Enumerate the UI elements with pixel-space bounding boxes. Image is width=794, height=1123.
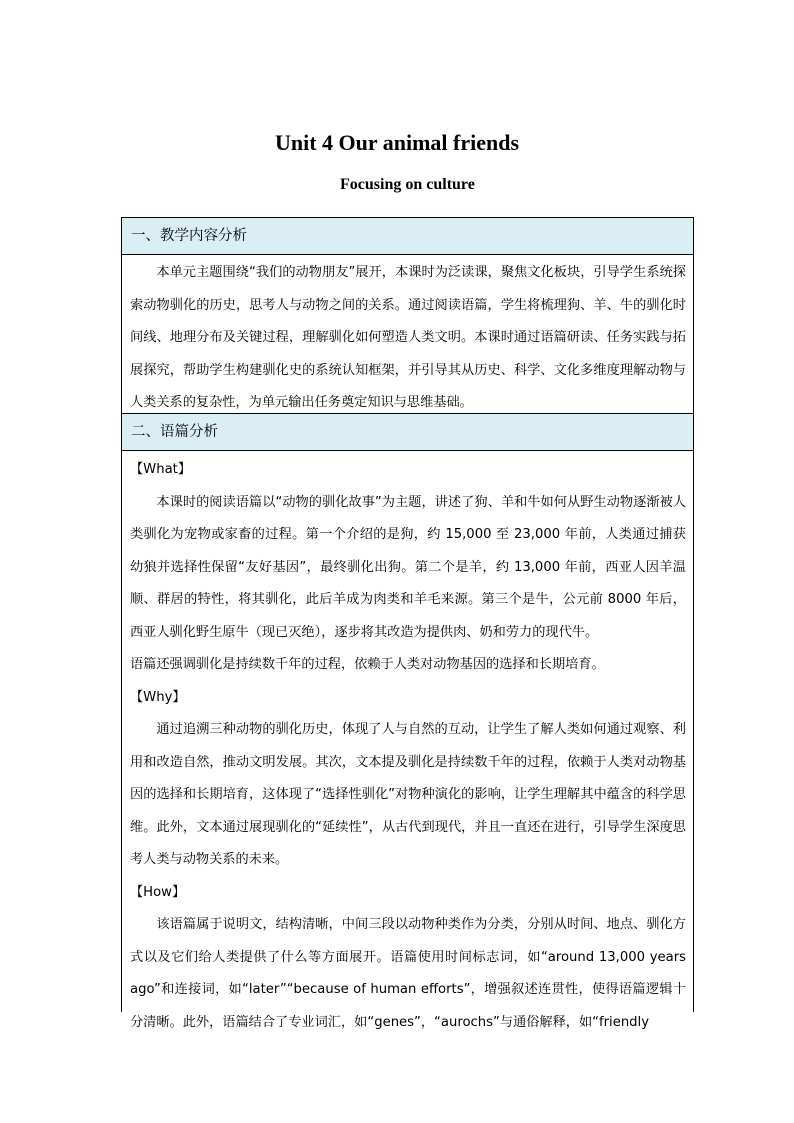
how-label: 【How】 — [130, 884, 186, 900]
what-label: 【What】 — [130, 462, 192, 477]
text-analysis-cell — [122, 451, 693, 1039]
document-subtitle: Focusing on culture — [340, 176, 475, 193]
section-heading-content-analysis: 一、教学内容分析 — [122, 218, 693, 255]
why-label: 【Why】 — [130, 689, 186, 705]
what-paragraph-continued: 语篇还强调驯化是持续数千年的过程，依赖于人类对动物基因的选择和长期培育。 — [130, 657, 605, 672]
analysis-table — [121, 217, 694, 1030]
how-paragraph: 该语篇属于说明文，结构清晰，中间三段以动物种类作为分类，分别从时间、地点、驯化方式以及它们给人类提供了什么等方面展开。语篇使用时间标志词，如“around 13,000 years ago”和连接词，如“later”“because of human efforts”，增强叙述连贯性，使得语篇逻辑十分清晰。此外，语篇结合了专业词汇，如“genes”，“aurochs”与通俗解释，如“friendly — [130, 917, 686, 1030]
document-title: Unit 4 Our animal friends — [274, 130, 520, 155]
why-paragraph: 通过追溯三种动物的驯化历史，体现了人与自然的互动，让学生了解人类如何通过观察、利用和改造自然，推动文明发展。其次，文本提及驯化是持续数千年的过程，依赖于人类对动物基因的选择和长期培育，这体现了“选择性驯化”对物种演化的影响，让学生理解其中蕴含的科学思维。此外，文本通过展现驯化的“延续性”，从古代到现代，并且一直还在进行，引导学生深度思考人类与动物关系的未来。 — [130, 722, 686, 867]
content-analysis-paragraph: 本单元主题围绕“我们的动物朋友”展开，本课时为泛读课，聚焦文化板块，引导学生系统探索动物驯化的历史，思考人与动物之间的关系。通过阅读语篇，学生将梳理狗、羊、牛的驯化时间线、地理分布及关键过程，理解驯化如何塑造人类文明。本课时通过语篇研读、任务实践与拓展探究，帮助学生构建驯化史的系统认知框架，并引导其从历史、科学、文化多维度理解动物与人类关系的复杂性，为单元输出任务奠定知识与思维基础。 — [130, 265, 686, 410]
content-analysis-cell — [122, 255, 693, 413]
section-heading-text-analysis: 二、语篇分析 — [122, 413, 693, 451]
what-paragraph: 本课时的阅读语篇以“动物的驯化故事”为主题，讲述了狗、羊和牛如何从野生动物逐渐被人类驯化为宠物或家畜的过程。第一个介绍的是狗，约 15,000 至 23,000 年前，人类通过捕获幼狼并选择性保留“友好基因”，最终驯化出狗。第二个是羊，约 13,000 年前，西亚人因羊温顺、群居的特性，将其驯化，此后羊成为肉类和羊毛来源。第三个是牛，公元前 8000 年后，西亚人驯化野生原牛（现已灭绝），逐步将其改造为提供肉、奶和劳力的现代牛。 — [130, 494, 686, 640]
